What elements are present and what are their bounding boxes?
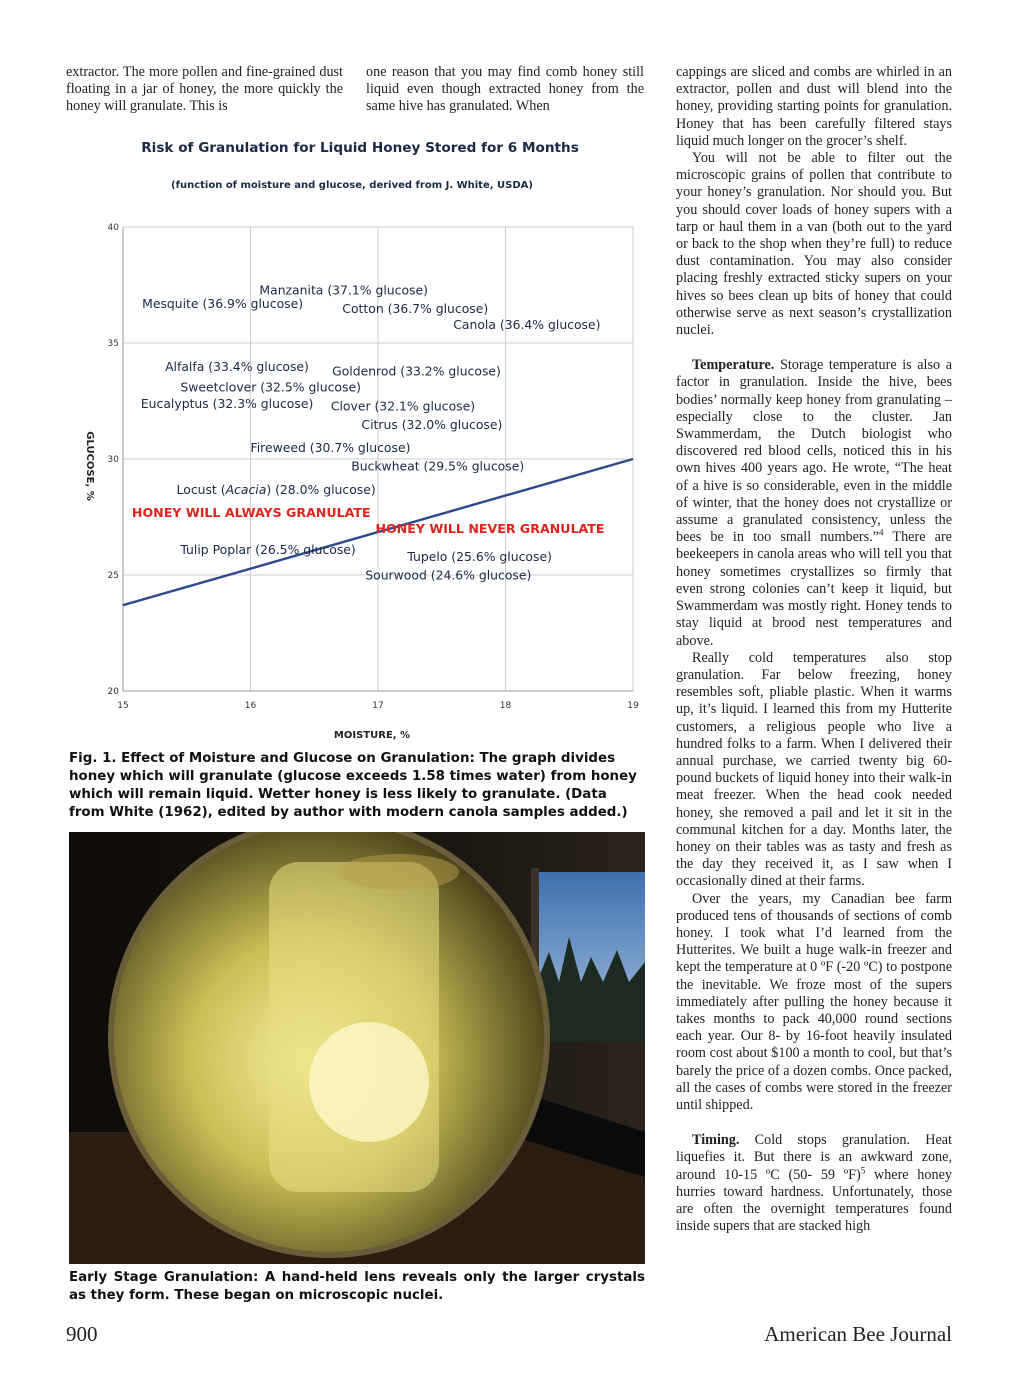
timing-text: Cold stops granulation. Heat liquefies it. But there is an awkward zone, around 10-15 ºC (50- 59 ºF) — [676, 1132, 952, 1183]
honey-label-alfalfa: Alfalfa (33.4% glucose) — [165, 358, 309, 374]
paragraph-temperature — [676, 357, 952, 649]
x-tick-label: 18 — [499, 701, 512, 711]
honey-label-sweetclover: Sweetclover (32.5% glucose) — [180, 379, 361, 395]
y-tick-label: 20 — [107, 687, 119, 697]
column-1 — [66, 64, 343, 116]
paragraph-timing — [676, 1132, 952, 1235]
honey-label-tulip-poplar: Tulip Poplar (26.5% glucose) — [180, 542, 356, 558]
paragraph-filter: You will not be able to filter out the microscopic grains of pollen that contribute to your honey’s granulation. Nor should you. But you should cover loads of honey supers with a tarp or haul them in a van (both out to the yard or back to the shop when they’re full) to reduce dust contamination. You may also consider placing freshly extracted sticky supers on your hives so bees clean up bits of honey that could otherwise serve as next season’s crystallization nuclei. — [676, 150, 952, 339]
y-tick-label: 40 — [107, 223, 119, 233]
magnifier-photo-illustration — [69, 832, 645, 1264]
granulation-chart — [66, 128, 646, 748]
honey-label-tupelo: Tupelo (25.6% glucose) — [407, 549, 552, 565]
honey-label-sourwood: Sourwood (24.6% glucose) — [365, 567, 532, 583]
granulation-photo — [69, 832, 645, 1264]
honey-label-locust: Locust (Acacia) (28.0% glucose) — [176, 481, 376, 497]
page-number: 900 — [66, 1322, 98, 1346]
honey-label-buckwheat: Buckwheat (29.5% glucose) — [351, 458, 525, 474]
y-tick-label: 30 — [107, 455, 119, 465]
paragraph-freezer: Over the years, my Canadian bee farm produced tens of thousands of sections of comb honey. I took what I’d learned from the Hutterites. We built a huge walk-in freezer and kept the temperature at 0 ºF (-20 ºC) to postpone the inevitable. We froze most of the supers immediately after pulling the honey because it takes months to pack 40,000 round sections each year. Our 8- by 16-foot heavily insulated room cost about $100 a month to cool, but that’s barely the price of a dozen combs. Once packed, all the cases of combs were stored in the freezer until shipped. — [676, 890, 952, 1113]
honey-label-eucalyptus: Eucalyptus (32.3% glucose) — [140, 395, 314, 411]
chart-title: Risk of Granulation for Liquid Honey Stored for 6 Months — [141, 140, 579, 156]
honey-label-canola: Canola (36.4% glucose) — [453, 317, 601, 333]
temperature-text: Storage temperature is also a factor in granulation. Inside the hive, bees bodies’ normally keep honey from granulating – especially close to the cluster. Jan Swammerdam, the Dutch biologist who discovered red blood cells, noticed this in his own hives 400 years ago. He wrote, “The heat of a hive is so considerable, even in the middle of winter, that the honey does not crystallize or assume a granulated consistency, unless the bees be in too small numbers.” — [676, 357, 952, 546]
temperature-text-2: There are beekeepers in canola areas who will tell you that honey sometimes crystallizes so firmly that even strong colonies can’t keep it liquid, but Swammerdam was mostly right. Honey tends to stay liquid at brood nest temperatures and above. — [676, 529, 952, 649]
y-tick-label: 35 — [107, 339, 119, 349]
chart-subtitle: (function of moisture and glucose, derived from J. White, USDA) — [171, 180, 533, 191]
paragraph-cold: Really cold temperatures also stop granulation. Far below freezing, honey resembles soft, pliable plastic. When it warms up, it’s liquid. I learned this from my Hutterite customers, a religious people who live a hundred folks to a farm. When I delivered their annual purchase, we carried twenty big 60-pound buckets of liquid honey into their walk-in meat freezer. When the head cook needed honey, she removed a pail and let it sit in the communal kitchen for a day. Months later, the honey on their tables was as tasty and fresh as the day they received it, as I saw when I occasionally dined at their farms. — [676, 649, 952, 890]
region-label-never: HONEY WILL NEVER GRANULATE — [375, 521, 605, 537]
honey-label-clover: Clover (32.1% glucose) — [330, 398, 476, 414]
x-tick-label: 16 — [244, 701, 257, 711]
footnote-4: 4 — [879, 527, 884, 538]
heading-temperature: Temperature. — [692, 357, 775, 374]
region-label-always: HONEY WILL ALWAYS GRANULATE — [131, 505, 371, 520]
honey-label-mesquite: Mesquite (36.9% glucose) — [142, 296, 304, 312]
timing-text-2: where honey hurries toward hardness. Unfortunately, those are often the overnight temperatures found inside supers that are stacked high — [676, 1166, 952, 1235]
honey-label-cotton: Cotton (36.7% glucose) — [342, 300, 489, 316]
y-axis-label: GLUCOSE, % — [84, 431, 95, 501]
photo-caption: Early Stage Granulation: A hand-held lens reveals only the larger crystals as they form. These began on microscopic nuclei. — [69, 1270, 645, 1303]
column-2-text: one reason that you may find comb honey still liquid even though extracted honey from the same hive has granulated. When — [366, 64, 644, 115]
x-tick-label: 17 — [372, 701, 384, 711]
column-3 — [676, 64, 952, 1235]
honey-label-manzanita: Manzanita (37.1% glucose) — [259, 282, 428, 298]
heading-timing: Timing. — [692, 1132, 740, 1149]
x-tick-label: 15 — [117, 701, 129, 711]
column-1-text: extractor. The more pollen and fine-grained dust floating in a jar of honey, the more quickly the honey will granulate. This is — [66, 64, 343, 115]
paragraph-pollen: cappings are sliced and combs are whirled in an extractor, pollen and dust will blend into the honey, providing starting points for granulation. Honey that has been carefully filtered stays liquid much longer on the grocer’s shelf. — [676, 64, 952, 149]
x-axis-label: MOISTURE, % — [333, 730, 411, 741]
figure-caption: Fig. 1. Effect of Moisture and Glucose on Granulation: The graph divides honey which will granulate (glucose exceeds 1.58 times water) from honey which will remain liquid. Wetter honey is less likely to granulate. (Data from White (1962), edited by author with modern canola samples added.) — [69, 751, 637, 820]
footnote-5: 5 — [860, 1164, 866, 1175]
honey-label-goldenrod: Goldenrod (33.2% glucose) — [332, 363, 501, 379]
journal-name: American Bee Journal — [764, 1322, 952, 1346]
y-tick-label: 25 — [107, 571, 119, 581]
honey-label-fireweed: Fireweed (30.7% glucose) — [250, 440, 411, 456]
honey-label-citrus: Citrus (32.0% glucose) — [361, 416, 503, 432]
chart-svg — [66, 128, 646, 748]
x-tick-label: 19 — [627, 701, 639, 711]
column-2 — [366, 64, 644, 116]
